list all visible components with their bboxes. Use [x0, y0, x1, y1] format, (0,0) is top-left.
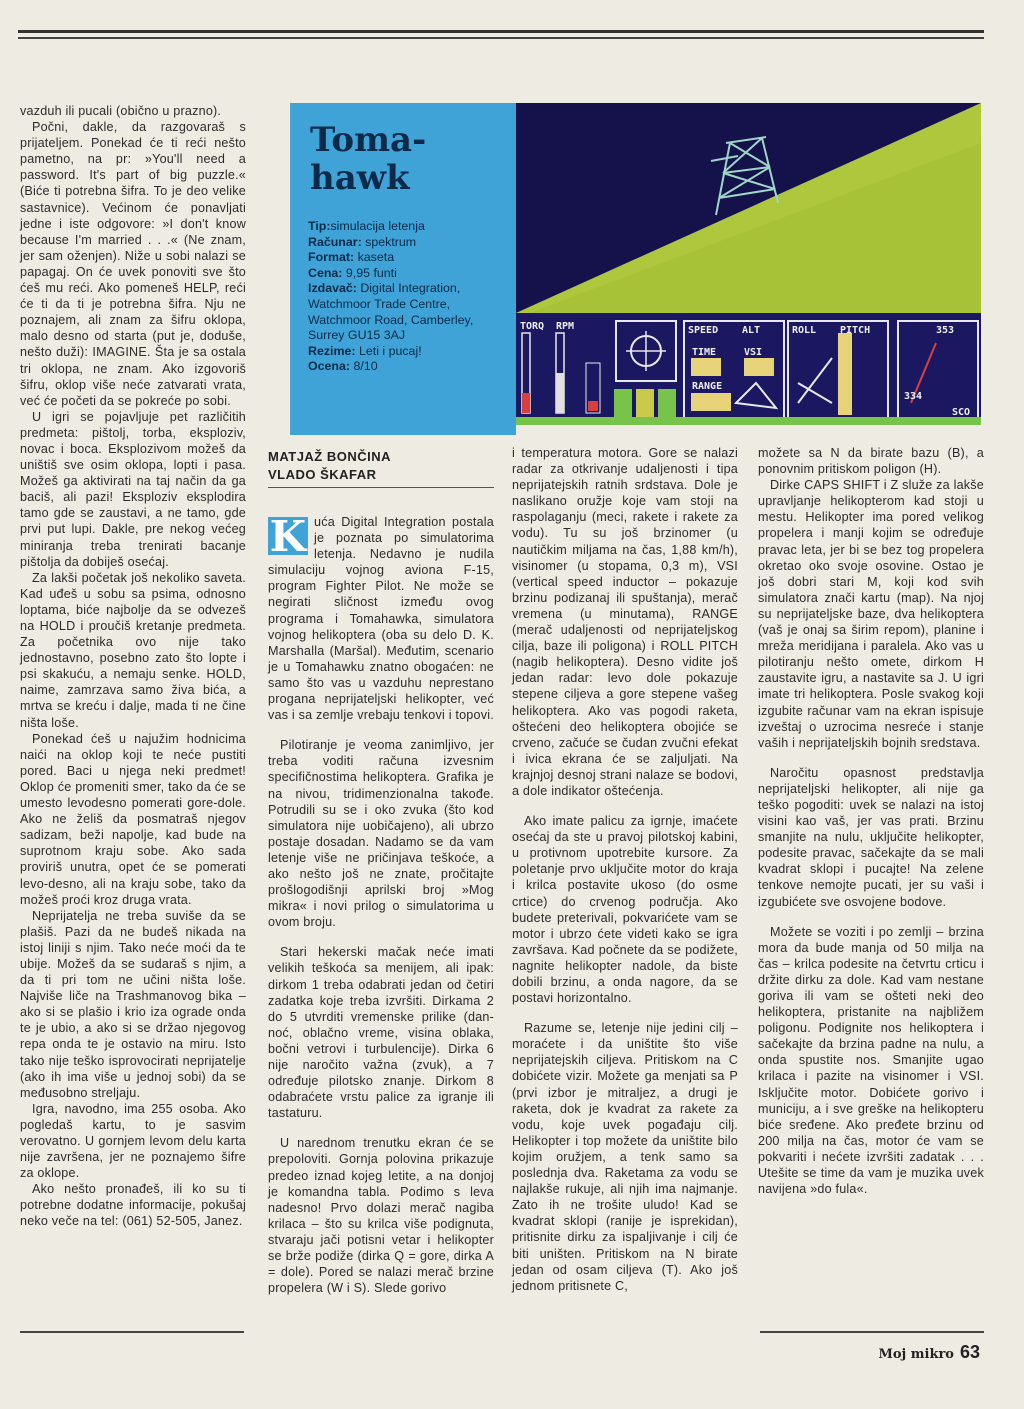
- info-label: Računar:: [308, 234, 362, 249]
- alt-label: ALT: [742, 325, 761, 336]
- game-info-fields: [308, 219, 508, 375]
- paragraph: Dirke CAPS SHIFT i Z služe za lakše upravljanje helikopterom kad stoji u mestu. Helikopter ima pored velikog propelera i manji kojim se određuje pravac leta, jer bi se bez tog propelera okretao oko svoje osovine. Ostao je još dobri stari M, koji kod svih simulatora znači kartu (map). Na njoj su neprijateljske baze, dva helikoptera (vaš je onaj sa širim repom), planine i mreža meridijana i paralela. Ako vas u pilotiranju nešto omete, dirkom H zaustavite igru, a nastavite sa J. U igri imate tri helikoptera. Posle svakog koji izgubite računar vam na ekran ispisuje izveštaj o uzrocima nesreće i stanje vaših i neprijateljskih bojnih sredstava.: [758, 478, 984, 750]
- paragraph: U narednom trenutku ekran će se prepoloviti. Gornja polovina prikazuje predeo iznad kojeg letite, a na donjoj je komandna tabla. Podimo s leva nadesno! Prvo dolazi merač nagiba krilaca – što su krilca više podignuta, stvaraju jači potisni vetar i helikopter se brže podiže (dirka Q = gore, dirka A = dole). Pored se nalazi merač brzine propelera (W i S). Slede gorivo: [268, 1136, 494, 1296]
- paragraph: Neprijatelja ne treba suviše da se plašiš. Pazi da ne budeš nikada na istoj liniji s njim. Tako neće moći da te ubije. Možeš da se sudaraš s njim, a da ti pri tom ne učini ništa loše. Najviše liče na Trashmanovog bika – ako si se plašio i krio iza ograde onda te je ubio, a ako si se držao njegovog repa onda te je ostavio na miru. Isto tako nije teško isprovocirati neprijatelje (ako ih ima više u jednoj sobi) da se međusobno streljaju.: [20, 908, 246, 1100]
- vsi-label: VSI: [744, 347, 763, 358]
- info-label: Cena:: [308, 265, 343, 280]
- paragraph: Stari hekerski mačak neće imati velikih teškoća sa menijem, ali ipak: dirkom 1 treba odabrati jedan od četiri zadatka koje treba izvršiti. Dirkama 2 do 5 utvrditi vremenske prilike (dan-noć, oblačno vreme, visina oblaka, bočni vetrovi i turbulencije). Dirka 6 nije naročito važna (zvuk), a 7 određuje pilotsko znanje. Dirkom 8 odabraćete vrstu palice za igranje ili tastaturu.: [268, 945, 494, 1121]
- article-column-4: [758, 445, 984, 1197]
- column-1-end-rule: [20, 1331, 244, 1333]
- info-value: 9,95 funti: [345, 265, 397, 280]
- status-strip: [516, 417, 981, 425]
- paragraph: možete sa N da birate bazu (B), a ponovnim pritiskom poligon (H).: [758, 446, 984, 477]
- paragraph: Igra, navodno, ima 255 osoba. Ako pogledaš kartu, to je sasvim verovatno. U gornjem levom delu karta nije završena, jer ne poznajemo šifre za oklope.: [20, 1101, 246, 1181]
- top-rule-secondary: [18, 37, 984, 39]
- info-label: Tip:: [308, 219, 331, 233]
- game-info-box: [290, 103, 516, 435]
- game-screenshot-graphic: [516, 103, 981, 425]
- column-4-end-rule: [760, 1331, 984, 1333]
- top-rule: [18, 30, 984, 33]
- info-label: Format:: [308, 250, 355, 265]
- page-number: 63: [959, 1342, 980, 1362]
- paragraph: Možete se voziti i po zemlji – brzina mora da bude manja od 50 milja na čas – krilca podesite na četvrtu crticu i držite dirku za dole. Kad vam nestane goriva ili vam se ošteti neki deo helikoptera, pristanite na najbližem poligonu. Podignite nos helikoptera i sačekajte da brzina padne na nulu, a onda spustite nos. Smanjite ugao krilaca i pazite na visinomer i VSI. Isključite motor. Dobićete gorivo i municiju, a i sve greške na helikopteru biće sređene. Ako pređete brzinu od 200 milja na čas, motor će vam se pokvariti i nećete izvršiti zadatak . . . Utešite se time da vam je muzika uvek navijena »do fula«.: [758, 924, 984, 1197]
- score-label: SCO: [952, 407, 971, 418]
- paragraph: Naročitu opasnost predstavlja neprijateljski helikopter, ali nije ga teško pogoditi: uvek se nalazi na istoj visini kao vaš, jer vas prati. Brzinu smanjite na nulu, uključite helikopter, podesite pravac, sačekajte da se mali kvadrat sklopi i pucajte! Na zelene tenkove nemojte pucati, jer su vaši i izgubićete sve osvojene bodove.: [758, 765, 984, 909]
- info-row-format: [308, 250, 508, 266]
- info-row-type: [308, 219, 508, 235]
- game-screenshot: [516, 103, 981, 425]
- paragraph: U igri se pojavljuje pet različitih predmeta: pištolj, torba, eksploziv, novac i boca. Eksplozivom možeš da uništiš sve osim oklopa, lopti i pasa. Možeš ga aktivirati na taj način da ga baciš, ali pazi! Eksploziv eksplodira tamo gde se zaustavi, a ne tamo, gde prvi put lupi. Dakle, pre nekog većeg miniranja treba trenirati bacanje pištolja da dobiješ osećaj.: [20, 409, 246, 569]
- info-value: simulacija letenja: [330, 219, 425, 233]
- info-label: Izdavač:: [308, 281, 357, 296]
- info-value: 8/10: [353, 359, 378, 374]
- info-label: Rezime:: [308, 343, 356, 358]
- drop-cap: K: [269, 512, 307, 561]
- game-title: [310, 121, 500, 197]
- time-label: TIME: [692, 347, 717, 358]
- range-readout: [691, 393, 731, 411]
- paragraph: Pilotiranje je veoma zanimljivo, jer treba voditi računa izvesnim specifičnostima helikoptera. Grafika je na nivou, tridimenzionalna takođe. Potrudili su se i oko zvuka (što kod simulatora nije uobičajeno), ali ubrzo postaje dosadan. Nadamo se da vam letenje više ne pričinjava teškoće, a ako nešto još ne znate, pročitajte prošlogodišnji aprilski broj »Mog mikra« i novi prilog o simulatorima u ovom broju.: [268, 738, 494, 930]
- info-row-price: [308, 266, 508, 282]
- paragraph: Ako imate palicu za igrnje, imaćete osećaj da ste u pravoj pilotskoj kabini, u protivnom upotrebite kursore. Za poletanje prvo uključite motor do kraja i krilca postavite ukoso (do osme crtice) do crvenog područja. Ako budete preterivali, pokvarićete vam se motor i ubrzo ćete videti kako se igra završava. Kad počnete da se podižete, nagnite helikopter nadole, da biste dobili brzinu, a onda nagore, da se postavi horizontalno.: [512, 814, 738, 1006]
- info-value: kaseta: [357, 250, 395, 265]
- paragraph: Razume se, letenje nije jedini cilj – moraćete i da uništite što više neprijatejskih ciljeva. Pritiskom na C dobićete vizir. Možete ga menjati sa P (prvi izbor je mitraljez, a drugi je raketa, dok je kvadrat za rakete za vodu, koje uvek pogađaju cilj. Helikopter i top možete da uništite bilo kojim oružjem, a tenk samo sa poslednja dva. Raketama za vodu se najlakše rukuje, ali njih ima najmanje. Zato ih ne trošite uludo! Kad se kvadrat sklopi (ranije je isprekidan), pritisnite dirku za ispaljivanje i cilj će biti uništen. Pritiskom na N birate jedan od osam ciljeva (T). Ako još jednom pritisnete C,: [512, 1021, 738, 1293]
- magazine-name: Moj mikro: [878, 1347, 954, 1362]
- lead-text: uća Digital Integration postala je poznata po simulatorima letenja. Nedavno je nudila simulaciju vojnog aviona F-15, program Fighter Pilot. Ne može se negirati sličnost između ovog programa i Tomahawka, simulatora vojnog helikoptera (oba su delo D. K. Marshalla (Maršal). Međutim, scenario je u Tomahawku znatno obogaćen: ne samo što vas u vazduhu neprestano progana neprijateljski helikopter, već vas i sa zemlje vrebaju tenkovi i topovi.: [268, 515, 494, 723]
- paragraph: Ponekad ćeš u najužim hodnicima naići na oklop koji te neće pustiti pored. Baci u njega neki predmet! Oklop će promeniti smer, tako da će se umesto levodesno pomerati gore-dole. Ako ne želiš da posmatraš njegov sadizam, beži napolje, kad bude na suprotnom kraju sobe. Ako sada proviriš unutra, opet će se pomerati levo-desno, ali na kraju sobe, tako da možeš proći kroz druga vrata.: [20, 731, 246, 907]
- info-label: Ocena:: [308, 359, 351, 374]
- info-row-computer: [308, 235, 508, 251]
- pitch-label: PITCH: [840, 325, 871, 336]
- authors-rule: [268, 487, 494, 488]
- info-value: Digital Integration, Watchmoor Trade Centre, Watchmoor Road, Camberley, Surrey GU15 3AJ: [308, 281, 474, 343]
- page-footer: [878, 1342, 980, 1363]
- author-name: VLADO ŠKAFAR: [268, 467, 377, 482]
- weapons-display: [614, 389, 676, 417]
- info-row-rating: [308, 359, 508, 375]
- author-name: MATJAŽ BONČINA: [268, 449, 392, 464]
- paragraph: Za lakši početak još nekoliko saveta. Kad uđeš u sobu sa psima, odnosno loptama, biće najbolje da se odvezeš na HOLD i proučiš kretanje predmeta. Za početnika ovo nije tako jednostavno, posebno zato što lopte i psi skakuću, a nemaju senke. HOLD, naime, zamrzava samo živa bića, a mrtva se kreću i dalje, mada ti ne čine ništa loše.: [20, 570, 246, 730]
- paragraph: i temperatura motora. Gore se nalazi radar za otkrivanje udaljenosti i tipa neprijatejskih ratnih srdstava. Dole je naslikano oružje koje vam stoji na raspolaganju (meci, rakete i rakete za vodu). Tu su još brzinomer (u nautičkim miljama na čas, 1,88 km/h), visinomer (u stopama, 0,3 m), VSI (vertical speed inductor – pokazuje brzinu podizanaj ili spuštanja), merač vremena (u minutama), RANGE (merač udaljenosti od neprijateljskog cilja, baze ili poligona) i ROLL PITCH (nagib helikoptera). Desno vidite još jedan radar: levo dole pokazuje stepene ciljeva a gore stepene vašeg helikoptera. Ako vas pogodi raketa, oštećeni deo helikoptera obojiće se crveno, začuće se čudan zvučni efekat i ivica ekrana će se zaljuljati. Na krajnjoj desnoj strani nalaze se bodovi, a dole indikator oštećenja.: [512, 446, 738, 798]
- info-row-summary: [308, 344, 508, 360]
- paragraph: vazduh ili pucali (obično u prazno).: [20, 104, 222, 118]
- article-authors: [268, 448, 494, 484]
- bearing-value: 334: [904, 391, 923, 402]
- roll-label: ROLL: [792, 325, 817, 336]
- info-row-publisher: [308, 281, 508, 343]
- vsi-readout: [744, 358, 774, 376]
- torq-label: TORQ: [520, 321, 545, 332]
- range-label: RANGE: [692, 381, 723, 392]
- article-column-1: [20, 103, 246, 1230]
- paragraph: Počni, dakle, da razgovaraš s prijateljem. Ponekad će ti reći nešto pametno, na pr: »You'll need a password. It's part of big puzzle.« (Biće ti potrebna šifra. To je deo velike sastavnice). Većinom će ponavljati jedne i iste odgovore: »I don't know because I'm married . . .« (Ne znam, jer sam oženjen). Niže u sobi nalazi se papagaj. On će uvek ponoviti sve što ćeš mu reći. Ako pomeneš HELP, reći će ti da ti je potrebna šifra. Nju ne poznajem, ali znam za šifru oklopa, malo desno od starta (put je, doduše, nešto duži): IMAGINE. Šta je sa ostala tri oklopa, ne znam. Ako izgovoriš šifru, oklop više neće zatvarati vrata, već će početi da se pokreće po sobi.: [20, 120, 246, 408]
- lead-paragraph: [268, 514, 494, 723]
- article-column-2: [268, 514, 494, 1296]
- time-readout: [691, 358, 721, 376]
- paragraph: Ako nešto pronađeš, ili ko su ti potrebne dodatne informacije, pokušaj neko veče na tel: (061) 52-505, Janez.: [20, 1182, 246, 1229]
- heading-value: 353: [936, 325, 955, 336]
- game-title-line: Toma- hawk: [310, 120, 427, 198]
- article-column-3: [512, 445, 738, 1294]
- rpm-label: RPM: [556, 321, 575, 332]
- pitch-bar: [838, 333, 852, 415]
- info-value: spektrum: [365, 234, 417, 249]
- info-value: Leti i pucaj!: [358, 343, 422, 358]
- speed-label: SPEED: [688, 325, 719, 336]
